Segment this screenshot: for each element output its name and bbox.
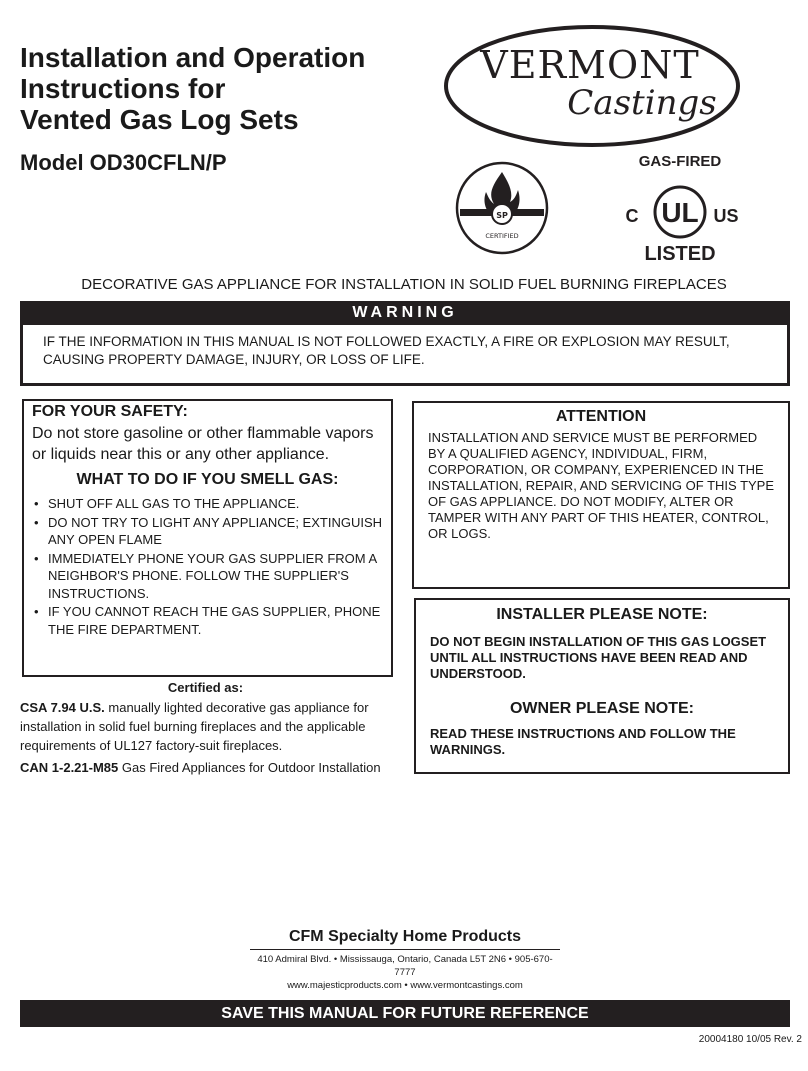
owner-heading: OWNER PLEASE NOTE:: [509, 700, 694, 717]
attention-text: INSTALLATION AND SERVICE MUST BE PERFORMED BY A QUALIFIED AGENCY, INDIVIDUAL, FIRM, CORPORATION, OR COMPANY, EXPERIENCED IN THE INSTALLATION, REPAIR, AND SERVICING OF THIS TYPE OF GAS APPLIANCE. DO NOT MODIFY, ALTER OR TAMPER WITH ANY PART OF THIS HEATER, CONTROL, OR LOGS.: [428, 430, 775, 541]
save-manual-banner: SAVE THIS MANUAL FOR FUTURE REFERENCE: [20, 1000, 790, 1027]
ul-bottom-text: LISTED: [644, 243, 716, 265]
vermont-castings-logo: [442, 22, 742, 150]
svg-text:SP: SP: [496, 211, 508, 220]
brand-top-text: VERMONT: [480, 43, 700, 87]
csa-certification: [20, 698, 395, 755]
model-number: Model OD30CFLN/P: [20, 150, 227, 175]
attention-box: [412, 401, 790, 589]
list-item: • IMMEDIATELY PHONE YOUR GAS SUPPLIER FROM A NEIGHBOR'S PHONE. FOLLOW THE SUPPLIER'S INSTRUCTIONS.: [32, 550, 383, 603]
title-line-2: Instructions for: [20, 73, 226, 104]
company-websites: www.majesticproducts.com • www.vermontcastings.com: [287, 980, 523, 991]
installer-box: [414, 598, 790, 774]
list-item: • SHUT OFF ALL GAS TO THE APPLIANCE.: [32, 495, 383, 513]
document-number: 20004180 10/05 Rev. 2: [698, 1034, 802, 1045]
company-name: CFM Specialty Home Products: [250, 928, 560, 950]
smell-gas-heading: WHAT TO DO IF YOU SMELL GAS:: [76, 471, 339, 488]
certified-heading: Certified as:: [167, 680, 244, 695]
title-line-1: Installation and Operation: [20, 42, 366, 73]
appliance-subtitle: DECORATIVE GAS APPLIANCE FOR INSTALLATION IN SOLID FUEL BURNING FIREPLACES: [81, 276, 727, 293]
installer-text: DO NOT BEGIN INSTALLATION OF THIS GAS LOGSET UNTIL ALL INSTRUCTIONS HAVE BEEN READ AND UNDERSTOOD.: [430, 634, 767, 681]
owner-text: READ THESE INSTRUCTIONS AND FOLLOW THE WARNINGS.: [430, 726, 736, 757]
certified-text: [20, 698, 395, 780]
csa-code: CSA 7.94 U.S.: [20, 700, 105, 715]
csa-label: CERTIFIED: [485, 232, 519, 240]
brand-bottom-text: Castings: [567, 83, 717, 123]
ul-mark-text: UL: [661, 197, 699, 228]
ul-top-text: GAS-FIRED: [638, 153, 722, 170]
safety-heading: FOR YOUR SAFETY:: [32, 403, 188, 420]
warning-box: [20, 325, 790, 386]
company-block: [250, 928, 560, 992]
smell-gas-list: [24, 495, 391, 638]
csa-description: manually lighted decorative gas appliance for installation in solid fuel burning fireplaces and the applicable requirements of UL127 factory-suit fireplaces.: [20, 700, 369, 753]
list-item: • IF YOU CANNOT REACH THE GAS SUPPLIER, PHONE THE FIRE DEPARTMENT.: [32, 603, 383, 638]
warning-banner: WARNING: [20, 301, 790, 325]
document-title: [20, 42, 365, 135]
can-description: Gas Fired Appliances for Outdoor Installation: [118, 760, 381, 775]
ul-us-text: US: [713, 206, 739, 226]
ul-c-text: C: [625, 206, 639, 226]
list-item: • DO NOT TRY TO LIGHT ANY APPLIANCE; EXTINGUISH ANY OPEN FLAME: [32, 514, 383, 549]
title-line-3: Vented Gas Log Sets: [20, 104, 299, 135]
company-address: 410 Admiral Blvd. • Mississauga, Ontario, Canada L5T 2N6 • 905-670-7777: [257, 954, 553, 978]
can-code: CAN 1-2.21-M85: [20, 760, 119, 775]
installer-heading: INSTALLER PLEASE NOTE:: [496, 606, 708, 623]
safety-text: Do not store gasoline or other flammable vapors or liquids near this or any other appliance.: [32, 425, 374, 463]
attention-heading: ATTENTION: [555, 408, 647, 425]
ul-listed-icon: [620, 150, 740, 268]
safety-box: [22, 399, 393, 677]
warning-text: IF THE INFORMATION IN THIS MANUAL IS NOT FOLLOWED EXACTLY, A FIRE OR EXPLOSION MAY RESULT, CAUSING PROPERTY DAMAGE, INJURY, OR LOSS OF LIFE.: [43, 334, 730, 367]
can-certification: [20, 758, 395, 777]
csa-certified-icon: [448, 160, 556, 256]
